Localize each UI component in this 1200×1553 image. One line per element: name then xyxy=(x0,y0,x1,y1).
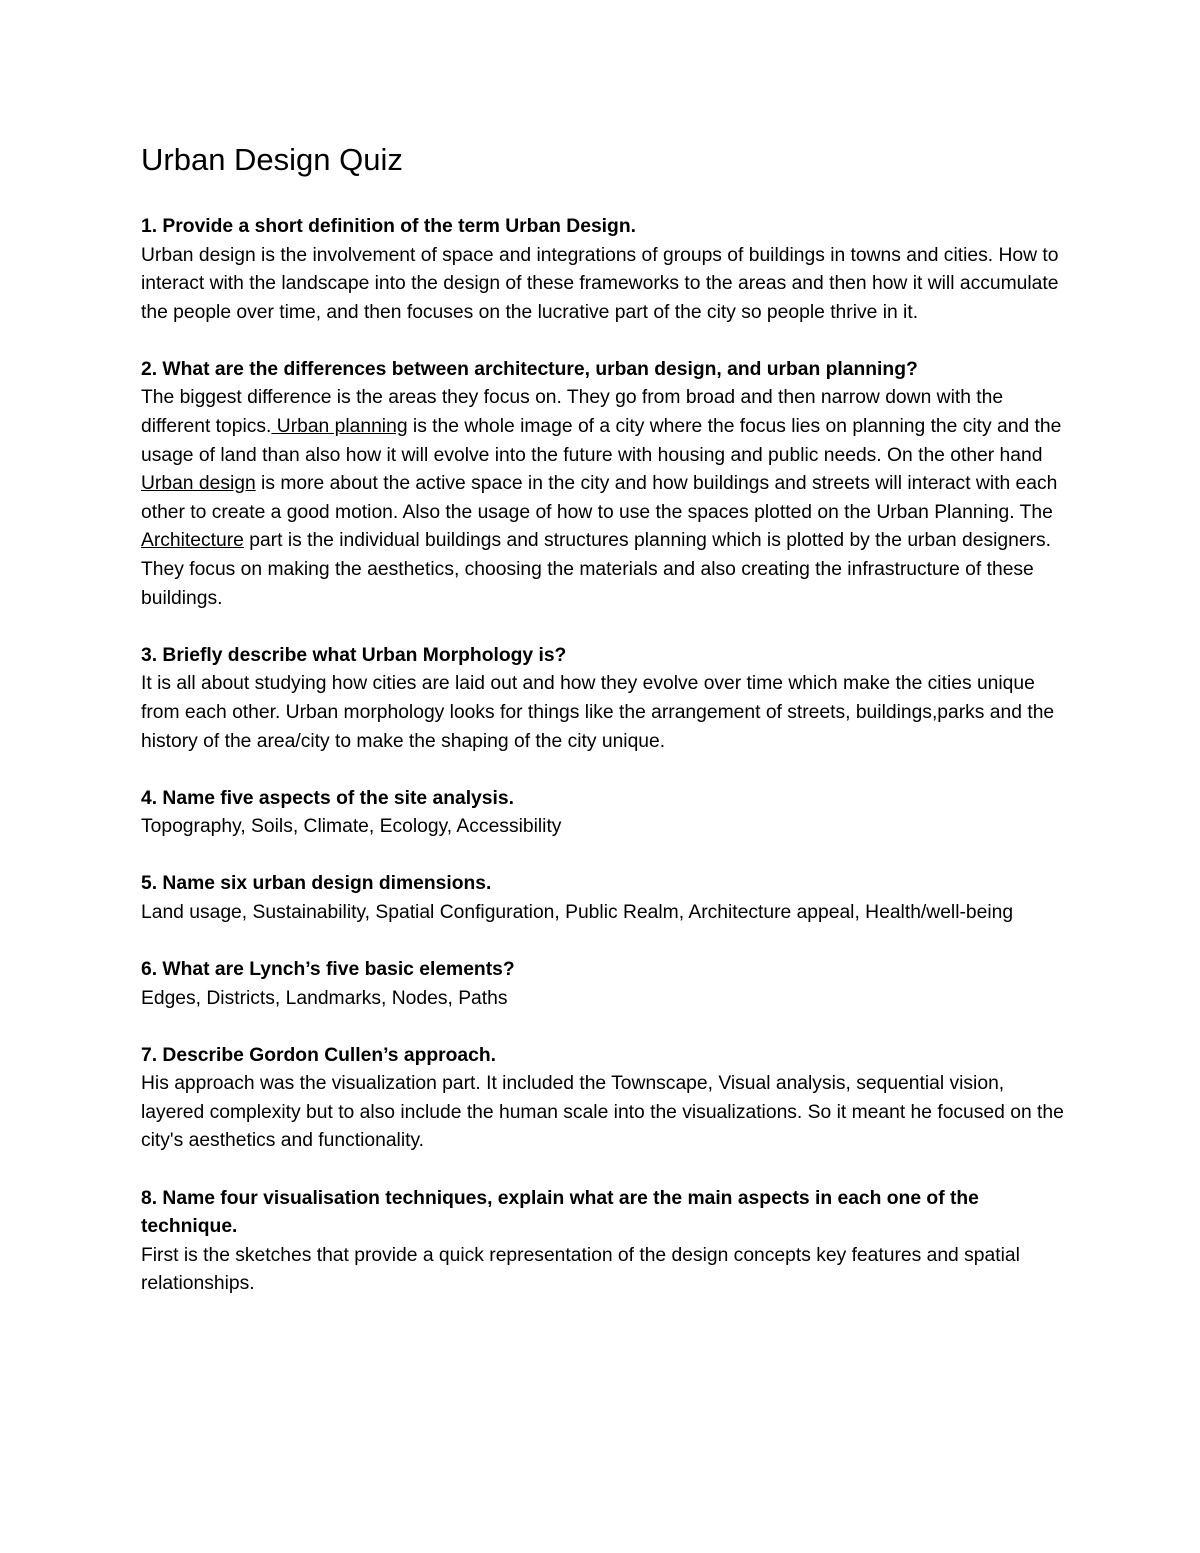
question-block-6 xyxy=(141,956,1066,1013)
answer-segment: The biggest difference is the areas they focus on. They go from broad and then narrow down with the different topics. xyxy=(141,387,1004,438)
question-block-8 xyxy=(141,1185,1066,1299)
question-heading: 6. What are Lynch’s five basic elements? xyxy=(141,958,515,980)
question-heading: 7. Describe Gordon Cullen’s approach. xyxy=(141,1044,496,1066)
underlined-term-urban-planning: Urban planning xyxy=(271,416,408,438)
question-block-1 xyxy=(141,213,1066,327)
underlined-term-architecture: Architecture xyxy=(141,530,244,552)
document-title: Urban Design Quiz xyxy=(141,142,403,177)
answer-text: Urban design is the involvement of space and integrations of groups of buildings in towns and cities. How to interact with the landscape into the design of these frameworks to the areas and then how it will accumulate the people over time, and then focuses on the lucrative part of the city so people thrive in it. xyxy=(141,244,1059,323)
question-heading: 1. Provide a short definition of the term Urban Design. xyxy=(141,216,636,237)
answer-text: Topography, Soils, Climate, Ecology, Accessibility xyxy=(141,816,562,838)
question-heading: 2. What are the differences between architecture, urban design, and urban planning? xyxy=(141,358,918,380)
answer-text xyxy=(141,384,1066,613)
question-heading: 4. Name five aspects of the site analysis. xyxy=(141,787,514,809)
answer-segment: part is the individual buildings and structures planning which is plotted by the urban designers. They focus on making the aesthetics, choosing the materials and also creating the infrastructure of these buildings. xyxy=(141,530,1051,609)
question-block-7 xyxy=(141,1042,1066,1156)
answer-text: It is all about studying how cities are laid out and how they evolve over time which make the cities unique from each other. Urban morphology looks for things like the arrangement of streets, buildings,parks and the history of the area/city to make the shaping of the city unique. xyxy=(141,673,1055,752)
document-page xyxy=(141,138,1066,1327)
question-heading: 8. Name four visualisation techniques, explain what are the main aspects in each one of the technique. xyxy=(141,1187,979,1238)
answer-text: His approach was the visualization part. It included the Townscape, Visual analysis, sequential vision, layered complexity but to also include the human scale into the visualizations. So it meant he focused on the city's aesthetics and functionality. xyxy=(141,1073,1064,1152)
answer-text: Edges, Districts, Landmarks, Nodes, Paths xyxy=(141,987,508,1009)
answer-text: First is the sketches that provide a quick representation of the design concepts key features and spatial relationships. xyxy=(141,1244,1020,1295)
question-block-5 xyxy=(141,870,1066,927)
answer-text: Land usage, Sustainability, Spatial Configuration, Public Realm, Architecture appeal, Health/well-being xyxy=(141,901,1014,923)
answer-segment: is more about the active space in the city and how buildings and streets will interact with each other to create a good motion. Also the usage of how to use the spaces plotted on the Urban Planning. The xyxy=(141,473,1058,523)
question-heading: 3. Briefly describe what Urban Morphology is? xyxy=(141,644,567,666)
question-block-4 xyxy=(141,785,1066,842)
question-heading: 5. Name six urban design dimensions. xyxy=(141,873,492,895)
question-block-2 xyxy=(141,356,1066,613)
answer-segment: is the whole image of a city where the focus lies on planning the city and the usage of land than also how it will evolve into the future with housing and public needs. On the other hand xyxy=(141,416,1062,466)
underlined-term-urban-design: Urban design xyxy=(141,473,256,495)
question-block-3 xyxy=(141,642,1066,756)
